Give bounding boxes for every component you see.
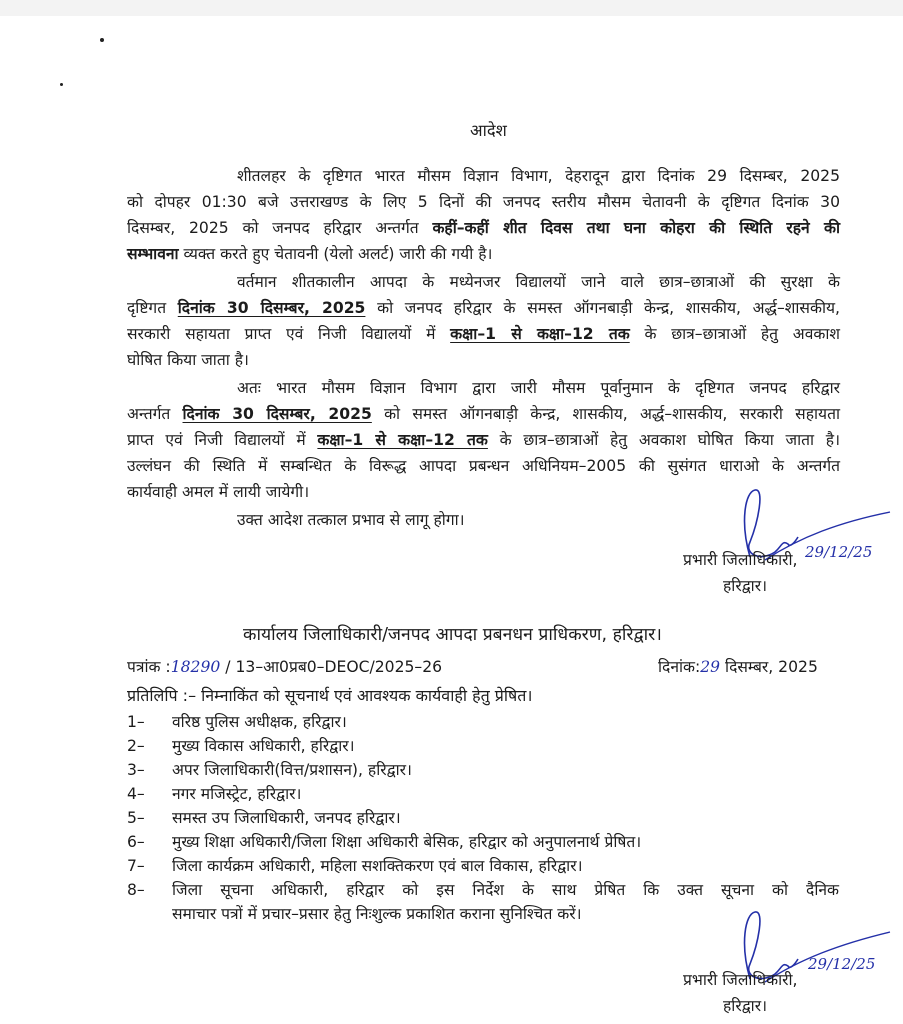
office-heading: कार्यालय जिलाधिकारी/जनपद आपदा प्रबनधन प्राधिकरण, हरिद्वार।: [243, 625, 662, 645]
text-segment: व्यक्त करते हुए चेतावनी (येलो अलर्ट) जारी की गयी है।: [178, 245, 493, 263]
recipient-item: [127, 878, 840, 900]
recipient-text: नगर मजिस्ट्रेट, हरिद्वार।: [172, 785, 302, 803]
handwritten-day: 29: [700, 658, 721, 676]
paragraph-line: वर्तमान शीतकालीन आपदा के मध्येनजर विद्यालयों जाने वाले छात्र–छात्राओं की सुरक्षा के: [237, 273, 840, 291]
bold-text-segment: सम्भावना: [127, 245, 179, 263]
paragraph-line: [127, 322, 840, 344]
signatory-designation: प्रभारी जिलाधिकारी,: [683, 971, 798, 989]
text-segment: प्राप्त एवं निजी विद्यालयों में: [127, 431, 318, 449]
letter-number: [127, 655, 442, 677]
letter-date-label: दिनांक:: [658, 658, 701, 676]
order-title: आदेश: [470, 121, 507, 140]
recipient-item: [127, 734, 355, 756]
text-segment: सरकारी सहायता प्राप्त एवं निजी विद्यालयों में: [127, 325, 451, 343]
recipient-item: [127, 710, 347, 732]
recipient-number: 3–: [127, 761, 145, 779]
recipient-number: 6–: [127, 833, 145, 851]
recipient-text: जिला सूचना अधिकारी, हरिद्वार को इस निर्देश के साथ प्रेषित कि उक्त सूचना को दैनिक: [172, 881, 839, 899]
recipient-number: 5–: [127, 809, 145, 827]
class-range: कक्षा–1 से कक्षा–12 तक: [450, 325, 630, 343]
recipient-number: 8–: [127, 881, 145, 899]
letter-date: [658, 655, 818, 677]
class-range: कक्षा–1 से कक्षा–12 तक: [317, 431, 488, 449]
paragraph-line: को दोपहर 01:30 बजे उत्तराखण्ड के लिए 5 दिनों की जनपद स्तरीय मौसम चेतावनी के दृष्टिगत दिनांक 30: [127, 193, 840, 211]
recipient-text: वरिष्ठ पुलिस अधीक्षक, हरिद्वार।: [172, 713, 347, 731]
recipient-item: [127, 806, 401, 828]
signatory-place: हरिद्वार।: [723, 997, 767, 1015]
text-segment: को समस्त ऑगनबाड़ी केन्द्र, शासकीय, अर्द्ध–शासकीय, सरकारी सहायता: [371, 405, 840, 423]
text-segment: दृष्टिगत: [127, 299, 178, 317]
recipient-text-continued: समाचार पत्रों में प्रचार–प्रसार हेतु निःशुल्क प्रकाशित कराना सुनिश्चित करें।: [172, 905, 582, 923]
signatory-designation: प्रभारी जिलाधिकारी,: [683, 551, 798, 569]
text-segment: अन्तर्गत: [127, 405, 183, 423]
paragraph-line: [127, 296, 840, 318]
paragraph-line: शीतलहर के दृष्टिगत भारत मौसम विज्ञान विभाग, देहरादून द्वारा दिनांक 29 दिसम्बर, 2025: [237, 167, 840, 185]
holiday-date: दिनांक 30 दिसम्बर, 2025: [177, 299, 366, 317]
paragraph-line: [127, 428, 840, 450]
recipient-item: [127, 782, 301, 804]
letter-number-label: पत्रांक :: [127, 658, 171, 676]
paragraph-line: अतः भारत मौसम विज्ञान विभाग द्वारा जारी मौसम पूर्वानुमान के दृष्टिगत जनपद हरिद्वार: [237, 379, 840, 397]
recipient-item: [127, 758, 412, 780]
paragraph-line: घोषित किया जाता है।: [127, 351, 249, 369]
handwritten-letter-number: 18290: [170, 658, 221, 676]
recipient-item: [127, 854, 583, 876]
copy-to-intro: प्रतिलिपि :– निम्नाकिंत को सूचनार्थ एवं आवश्यक कार्यवाही हेतु प्रेषित।: [127, 686, 533, 705]
bold-text-segment: कहीं–कहीं शीत दिवस तथा घना कोहरा की स्थिति रहने की: [432, 219, 840, 237]
paragraph-line: [127, 216, 840, 238]
text-segment: दिसम्बर, 2025 को जनपद हरिद्वार अन्तर्गत: [127, 219, 433, 237]
recipient-number: 4–: [127, 785, 145, 803]
letter-date-suffix: दिसम्बर, 2025: [720, 658, 818, 676]
recipient-text: समस्त उप जिलाधिकारी, जनपद हरिद्वार।: [172, 809, 401, 827]
recipient-number: 1–: [127, 713, 145, 731]
signatory-place: हरिद्वार।: [723, 577, 767, 595]
paragraph-line: उल्लंघन की स्थिति में सम्बन्धित के विरूद्ध आपदा प्रबन्धन अधिनियम–2005 की सुसंगत धाराओ के अन्तर्गत: [127, 457, 840, 475]
recipient-text: मुख्य विकास अधिकारी, हरिद्वार।: [172, 737, 355, 755]
letter-number-suffix: / 13–आ0प्रब0–DEOC/2025–26: [220, 658, 443, 676]
order-effective-line: उक्त आदेश तत्काल प्रभाव से लागू होगा।: [237, 511, 465, 529]
handwritten-date: 29/12/25: [808, 955, 876, 973]
recipient-text: मुख्य शिक्षा अधिकारी/जिला शिक्षा अधिकारी बेसिक, हरिद्वार को अनुपालनार्थ प्रेषित।: [172, 833, 642, 851]
paragraph-line: [127, 402, 840, 424]
handwritten-date: 29/12/25: [805, 543, 873, 561]
paragraph-line: कार्यवाही अमल में लायी जायेगी।: [127, 483, 310, 501]
text-segment: के छात्र–छात्राओं हेतु अवकाश: [629, 325, 840, 343]
text-segment: को जनपद हरिद्वार के समस्त ऑगनबाड़ी केन्द्र, शासकीय, अर्द्ध–शासकीय,: [365, 299, 840, 317]
recipient-item: [127, 830, 641, 852]
recipient-number: 2–: [127, 737, 145, 755]
recipient-text: जिला कार्यक्रम अधिकारी, महिला सशक्तिकरण एवं बाल विकास, हरिद्वार।: [172, 857, 583, 875]
text-segment: के छात्र–छात्राओं हेतु अवकाश घोषित किया जाता है।: [487, 431, 840, 449]
holiday-date: दिनांक 30 दिसम्बर, 2025: [182, 405, 372, 423]
paragraph-line: [127, 242, 492, 264]
recipient-text: अपर जिलाधिकारी(वित्त/प्रशासन), हरिद्वार।: [172, 761, 412, 779]
recipient-number: 7–: [127, 857, 145, 875]
